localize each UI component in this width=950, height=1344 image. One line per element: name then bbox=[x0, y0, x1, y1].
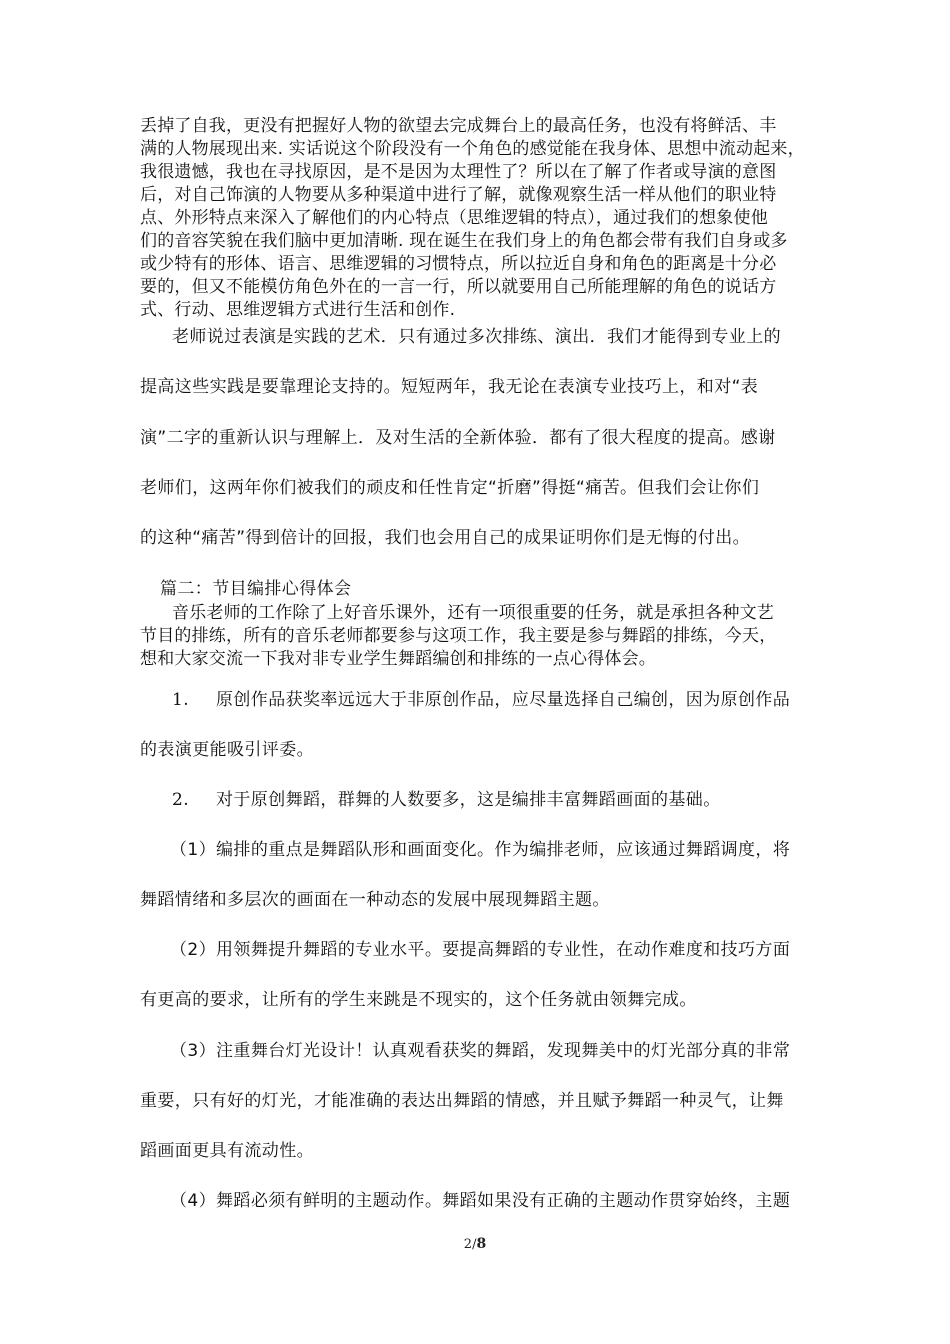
text-line: 老师们，这两年你们被我们的顽皮和任性肯定“折磨”得挺“痛苦。但我们会让你们 bbox=[140, 478, 760, 498]
text-line: 丢掉了自我，更没有把握好人物的欲望去完成舞台上的最高任务，也没有将鲜活、丰 bbox=[140, 116, 777, 136]
sub-item-1: （1）编排的重点是舞蹈队形和画面变化。作为编排老师，应该通过舞蹈调度，将 bbox=[170, 840, 791, 860]
page-total: 8 bbox=[476, 1236, 487, 1252]
text-line: 点、外形特点来深入了解他们的内心特点（思维逻辑的特点），通过我们的想象使他 bbox=[140, 208, 768, 228]
text-line: 的表演更能吸引评委。 bbox=[140, 740, 314, 760]
text-line: 满的人物展现出来. 实话说这个阶段没有一个角色的感觉能在我身体、思想中流动起来， bbox=[140, 139, 805, 159]
text-line: 节目的排练，所有的音乐老师都要参与这项工作，我主要是参与舞蹈的排练，今天， bbox=[140, 626, 777, 646]
sub-item-3: （3）注重舞台灯光设计！认真观看获奖的舞蹈，发现舞美中的灯光部分真的非常 bbox=[170, 1041, 791, 1061]
text-line: 老师说过表演是实践的艺术．只有通过多次排练、演出．我们才能得到专业上的 bbox=[172, 327, 781, 347]
text-line: 蹈画面更具有流动性。 bbox=[140, 1141, 314, 1161]
page-current: 2/ bbox=[463, 1237, 477, 1252]
text-line: 或少特有的形体、语言、思维逻辑的习惯特点，所以拉近自身和角色的距离是十分必 bbox=[140, 254, 777, 274]
text-line: 有更高的要求，让所有的学生来跳是不现实的，这个任务就由领舞完成。 bbox=[140, 990, 697, 1010]
list-number: 2. bbox=[172, 790, 190, 810]
text-line: 我很遗憾，我也在寻找原因，是不是因为太理性了？所以在了解了作者或导演的意图 bbox=[140, 162, 777, 182]
list-item-2 bbox=[172, 788, 852, 812]
text-line: 后，对自己饰演的人物要从多种渠道中进行了解，就像观察生活一样从他们的职业特 bbox=[140, 185, 777, 205]
text-line: 们的音容笑貌在我们脑中更加清晰. 现在诞生在我们身上的角色都会带有我们自身或多 bbox=[140, 231, 788, 251]
section-title: 篇二：节目编排心得体会 bbox=[160, 579, 352, 599]
text-line: 的这种“痛苦”得到倍计的回报，我们也会用自己的成果证明你们是无悔的付出。 bbox=[140, 528, 751, 548]
paragraph-top bbox=[140, 115, 830, 322]
sub-item-4: （4）舞蹈必须有鲜明的主题动作。舞蹈如果没有正确的主题动作贯穿始终，主题 bbox=[170, 1191, 791, 1211]
text-line: 式、行动、思维逻辑方式进行生活和创作. bbox=[140, 300, 456, 320]
text-line: 演”二字的重新认识与理解上．及对生活的全新体验．都有了很大程度的提高。感谢 bbox=[140, 428, 776, 448]
list-number: 1. bbox=[172, 690, 190, 710]
page-number bbox=[0, 1236, 950, 1252]
text-line: 提高这些实践是要靠理论支持的。短短两年，我无论在表演专业技巧上，和对“表 bbox=[140, 377, 759, 397]
paragraph-intro bbox=[140, 602, 830, 671]
text-line: 要的，但又不能模仿角色外在的一言一行，所以就要用自己所能理解的角色的说话方 bbox=[140, 277, 777, 297]
text-line: 音乐老师的工作除了上好音乐课外，还有一项很重要的任务，就是承担各种文艺 bbox=[172, 603, 774, 623]
text-line: 想和大家交流一下我对非专业学生舞蹈编创和排练的一点心得体会。 bbox=[140, 649, 656, 669]
sub-item-2: （2）用领舞提升舞蹈的专业水平。要提高舞蹈的专业性，在动作难度和技巧方面 bbox=[170, 940, 791, 960]
text-line: 重要，只有好的灯光，才能准确的表达出舞蹈的情感，并且赋予舞蹈一种灵气，让舞 bbox=[140, 1091, 784, 1111]
list-text: 对于原创舞蹈，群舞的人数要多，这是编排丰富舞蹈画面的基础。 bbox=[216, 790, 721, 810]
list-text: 原创作品获奖率远远大于非原创作品，应尽量选择自己编创，因为原创作品 bbox=[216, 690, 791, 710]
list-item-1 bbox=[172, 688, 852, 712]
text-line: 舞蹈情绪和多层次的画面在一种动态的发展中展现舞蹈主题。 bbox=[140, 890, 610, 910]
